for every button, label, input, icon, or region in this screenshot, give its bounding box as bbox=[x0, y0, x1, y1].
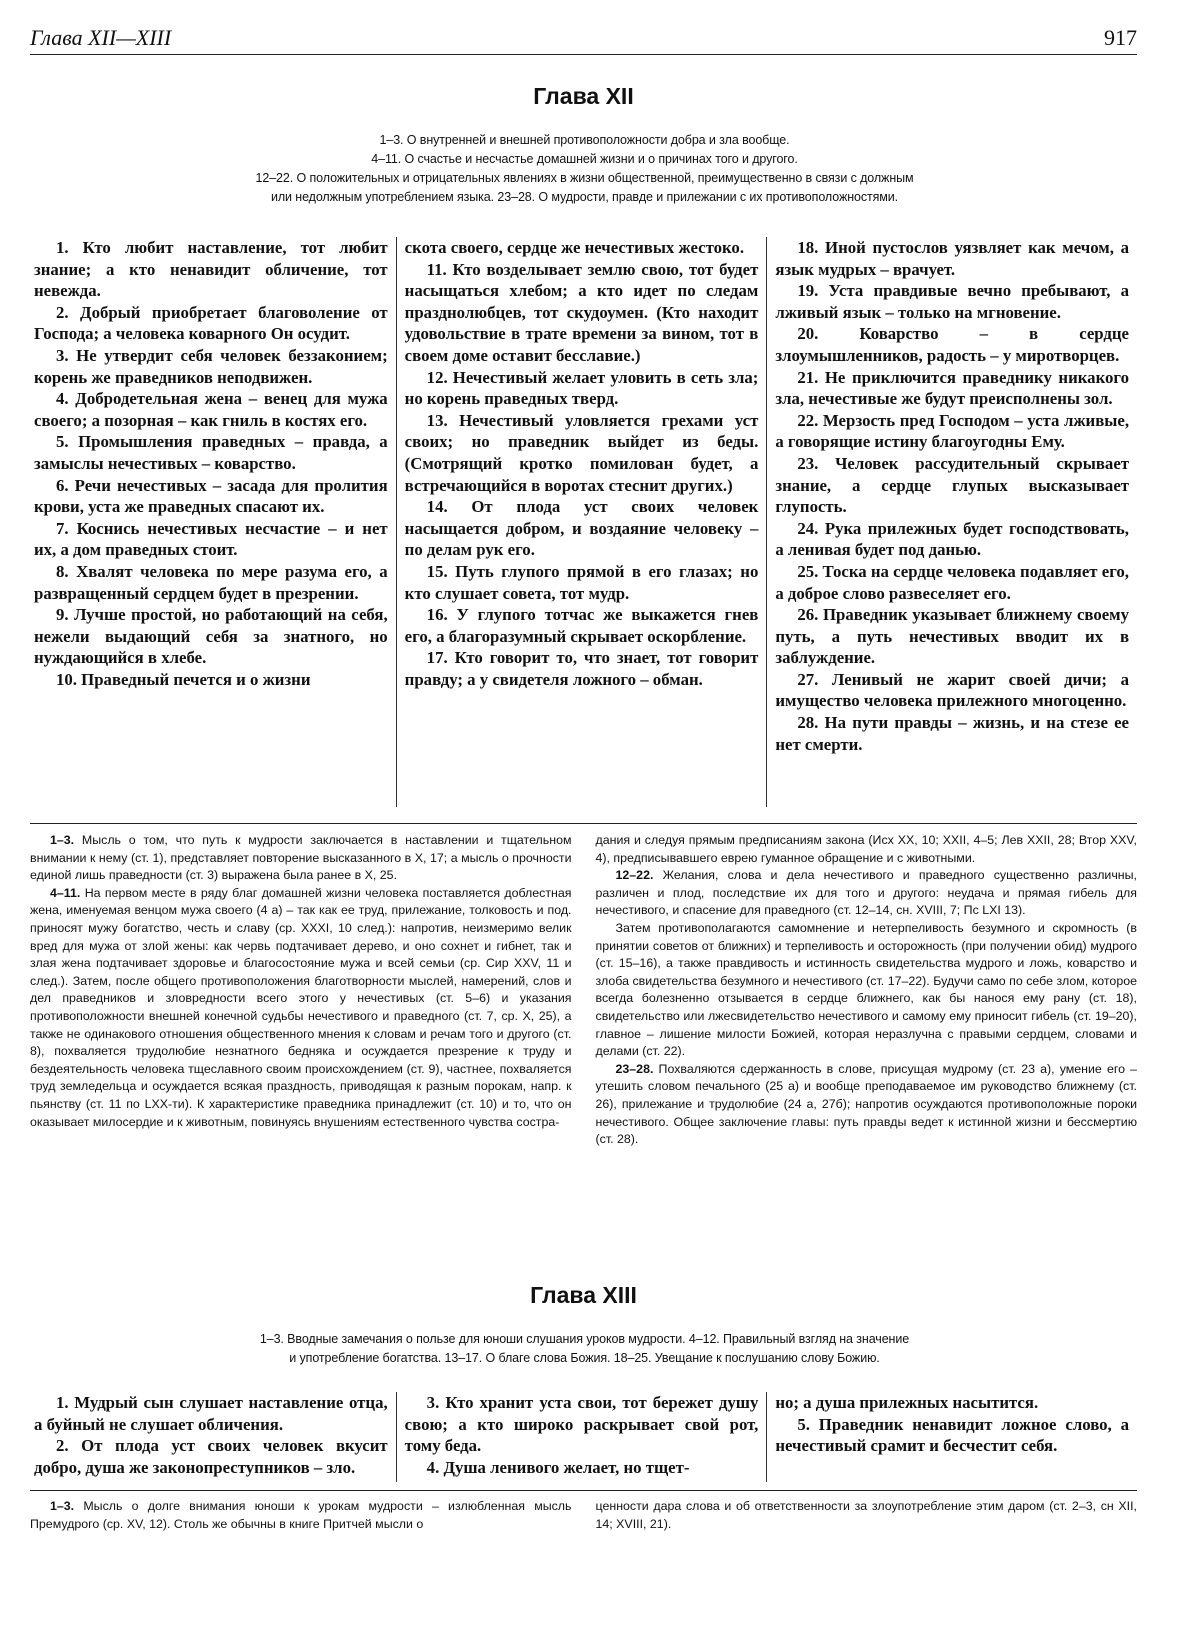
summary-line: 1–3. Вводные замечания о пользе для юноши слушания уроков мудрости. 4–12. Правильный взгляд на значение bbox=[259, 1332, 910, 1346]
commentary-text: На первом месте в ряду благ домашней жизни человека поставляется доблестная жена, именуемая венцом мужа своего (4 а) – так как ее труд, прилежание, толковость и под. приносят мужу богатство, честь и славу (ср. XXXI, 10 след.): напротив, неизмеримо велик вред для мужа от злой жены: как червь подтачивает дерево, и оно сохнет и гибнет, так и злая жена подтачивает здоровье и благосостояние мужа и всей семьи (ср. Сир XXV, 11 и след.). Затем, после общего противоположения благотворности мыслей, намерений, слов и дел праведников и зловредности всего этого у нечестивых (ст. 5–6) и указания противоположности внешней конечной судьбы нечестивого и праведного (ст. 7, ср. X, 25), а также не одинакового отношения общественного мнения к словам и речам того и другого (ст. 8), похваляется трудолюбие незнатного бедняка и осуждается презрение к труду и бездеятельность человека тщеславного своим происхождением (ст. 9), частнее, похваляется труд земледельца и осуждается всякая праздность, приводящая к разным порокам, напр. к пьянству (ст. 11 по LXX-ти). К характеристике праведника принадлежит (ст. 10) и то, что он оказывает милосердие и к животным, повинуясь внушениям естественного чувства сострa- bbox=[30, 885, 572, 1129]
chapter-13-summary bbox=[170, 1330, 999, 1368]
commentary-divider bbox=[30, 1490, 1137, 1491]
verse-column-3 bbox=[766, 237, 1137, 807]
commentary-column-left bbox=[30, 832, 572, 1252]
verse: 4. Душа ленивого желает, но тщет- bbox=[426, 1457, 690, 1477]
commentary-column-right bbox=[596, 1498, 1138, 1558]
summary-line: и употребление богатства. 13–17. О благе слова Божия. 18–25. Увещание к послушанию слову Божию. bbox=[289, 1351, 880, 1365]
verse: 9. Лучше простой, но работающий на себя, нежели выдающий себя за знатного, но нуждающийся в хлебе. bbox=[34, 605, 388, 668]
verse-column-1 bbox=[30, 237, 396, 807]
commentary-text: дания и следуя прямым предписаниям закона (Исх XX, 10; XXII, 4–5; Лев XXII, 28; Втор XXV, 4), предписывавшего еврею гуманное обращение и с животными. bbox=[595, 833, 1137, 865]
verse: 6. Речи нечестивых – засада для пролития крови, уста же праведных спасают их. bbox=[34, 475, 388, 517]
commentary-text: Затем противополагаются самомнение и нетерпеливость безумного и скромность (в принятии советов от ближних) и терпеливость и осторожность (при получении обид) мудрого (ст. 15–16), а также правдивость и истинность свидетельства мудрого и ложь, коварство и злоба свидетельства безумного и нечестивого (ст. 17–22). Будучи само по себе злом, которое всегда болезненно отзывается в сердце ближнего, как бы нанося ему рану (ст. 18), свидетельство или лжесвидетельство нечестивого и самому ему приносит гибель (ст. 19–20), главное – лишение милости Божией, которая неразлучна с правыми сердцем, словами и делами (ст. 22). bbox=[595, 920, 1137, 1059]
verse: 15. Путь глупого прямой в его глазах; но кто слушает совета, тот мудр. bbox=[404, 561, 759, 603]
commentary-text: Мысль о том, что путь к мудрости заключается в наставлении и тщательном внимании к нему (ст. 1), представляет повторение высказанного в X, 17; а мысль о прочности единой лишь праведности (ст. 3) выражена была ранее в X, 25. bbox=[30, 833, 572, 883]
commentary-text: Похваляются сдержанность в слове, присущая мудрому (ст. 23 а), умение его – утешить словом печального (25 а) и вообще преподаваемое им руководство ближнему (ст. 26), прилежание и трудолюбие (24 а, 27б); напротив осуждаются противоположные пороки нечестивого. Общее заключение главы: путь правды ведет к истинной жизни и бессмертию (ст. 28). bbox=[595, 1061, 1138, 1147]
commentary-column-left bbox=[30, 1498, 572, 1558]
commentary-column-right bbox=[596, 832, 1138, 1252]
verse: 5. Промышления праведных – правда, а замыслы нечестивых – коварство. bbox=[34, 432, 388, 473]
verse: 11. Кто возделывает землю свою, тот будет насыщаться хлебом; а кто идет по следам празднолюбцев, тот скудоумен. (Кто находит удовольствие в трате времени за вином, тот в своем доме оставит бесславие.) bbox=[404, 259, 759, 365]
verse: 8. Хвалят человека по мере разума его, а развращенный сердцем будет в презрении. bbox=[34, 561, 388, 603]
verse: 5. Праведник ненавидит ложное слово, а нечестивый срамит и бесчестит себя. bbox=[775, 1414, 1130, 1456]
commentary-text: Мысль о долге внимания юноши к урокам мудрости – излюбленная мысль Премудрого (ср. XV, 12). Столь же обычны в книге Притчей мысли о bbox=[30, 1499, 572, 1531]
commentary-text: ценности дара слова и об ответственности за злоупотребление этим даром (ст. 2–3, сн XII, 14; XVIII, 21). bbox=[595, 1499, 1137, 1531]
commentary-paragraph bbox=[30, 1498, 572, 1533]
commentary-paragraph bbox=[596, 832, 1138, 867]
commentary-verse-ref: 23–28. bbox=[615, 1061, 654, 1076]
commentary-paragraph bbox=[30, 832, 572, 885]
commentary-divider bbox=[30, 823, 1137, 824]
verse: 2. От плода уст своих человек вкусит добро, душа же законопреступников – зло. bbox=[34, 1436, 388, 1477]
verse-continuation: но; а душа прилежных насытится. bbox=[775, 1393, 1039, 1412]
chapter-13-commentary bbox=[30, 1498, 1137, 1558]
verse: 25. Тоска на сердце человека подавляет его, а доброе слово развеселяет его. bbox=[775, 561, 1130, 603]
verse: 13. Нечестивый уловляется грехами уст своих; но праведник выйдет из беды. (Смотрящий кротко помилован будет, а встречающийся в воротах стеснит других.) bbox=[404, 410, 759, 495]
verse: 3. Не утвердит себя человек беззаконием; корень же праведников неподвижен. bbox=[34, 345, 388, 387]
commentary-verse-ref: 1–3. bbox=[50, 833, 75, 847]
page-number: 917 bbox=[1104, 25, 1137, 50]
verse-column-2 bbox=[396, 237, 767, 807]
summary-line: 12–22. О положительных и отрицательных явлениях в жизни общественной, преимущественно в связи с должным bbox=[255, 171, 914, 185]
commentary-verse-ref: 1–3. bbox=[50, 1499, 75, 1513]
chapter-12-verses bbox=[30, 237, 1137, 807]
chapter-12-summary bbox=[170, 131, 999, 207]
verse: 1. Мудрый сын слушает наставление отца, а буйный не слушает обличения. bbox=[34, 1393, 388, 1434]
verse: 19. Уста правдивые вечно пребывают, а лживый язык – только на мгновение. bbox=[775, 281, 1130, 322]
commentary-verse-ref: 12–22. bbox=[615, 868, 654, 883]
verse: 1. Кто любит наставление, тот любит знание; а кто ненавидит обличение, тот невежда. bbox=[34, 238, 388, 301]
verse: 23. Человек рассудительный скрывает знание, а сердце глупых высказывает глупость. bbox=[775, 453, 1130, 517]
running-header-chapters: Глава XII—XIII bbox=[30, 25, 172, 50]
verse-continuation: скота своего, сердце же нечестивых жестоко. bbox=[404, 238, 745, 257]
verse: 27. Ленивый не жарит своей дичи; а имущество человека прилежного многоценно. bbox=[775, 669, 1130, 711]
verse: 4. Добродетельная жена – венец для мужа своего; а позорная – как гниль в костях его. bbox=[34, 389, 388, 430]
chapter-13-verses bbox=[30, 1392, 1137, 1482]
verse: 16. У глупого тотчас же выкажется гнев его, а благоразумный скрывает оскорбление. bbox=[404, 605, 759, 646]
verse: 2. Добрый приобретает благоволение от Господа; а человека коварного Он осудит. bbox=[34, 302, 388, 344]
summary-line: 4–11. О счастье и несчастье домашней жизни и о причинах того и другого. bbox=[371, 152, 798, 166]
verse: 24. Рука прилежных будет господствовать, а ленивая будет под данью. bbox=[775, 518, 1130, 560]
verse: 7. Коснись нечестивых несчастие – и нет их, а дом праведных стоит. bbox=[34, 518, 388, 560]
verse: 28. На пути правды – жизнь, и на стезе ее нет смерти. bbox=[775, 713, 1130, 754]
commentary-paragraph bbox=[30, 885, 572, 1131]
commentary-paragraph bbox=[596, 1061, 1138, 1149]
commentary-paragraph bbox=[596, 920, 1138, 1061]
chapter-12-title: Глава XII bbox=[533, 83, 634, 109]
chapter-13-title: Глава XIII bbox=[530, 1282, 637, 1308]
verse-column-3 bbox=[766, 1392, 1137, 1482]
commentary-paragraph bbox=[596, 867, 1138, 920]
verse: 14. От плода уст своих человек насыщается добром, и воздаяние человеку – по делам рук его. bbox=[404, 497, 759, 560]
verse: 20. Коварство – в сердце злоумышленников, радость – у миротворцев. bbox=[775, 324, 1130, 365]
verse-column-2 bbox=[396, 1392, 767, 1482]
verse: 3. Кто хранит уста свои, тот бережет душу свою; а кто широко раскрывает свой рот, тому беда. bbox=[404, 1393, 759, 1456]
verse: 18. Иной пустослов уязвляет как мечом, а язык мудрых – врачует. bbox=[775, 238, 1130, 279]
commentary-verse-ref: 4–11. bbox=[50, 885, 81, 900]
commentary-text: Желания, слова и дела нечестивого и праведного существенно различны, различен и плод, последствие их для того и другого: неудача и прямая гибель для нечестивого, и спасение для праведного (ст. 12–14, сн. XVIII, 7; Пс LXI 13). bbox=[595, 868, 1137, 918]
running-header bbox=[30, 22, 1137, 55]
verse-column-1 bbox=[30, 1392, 396, 1482]
verse: 26. Праведник указывает ближнему своему путь, а путь нечестивых вводит их в заблуждение. bbox=[775, 605, 1130, 668]
verse: 21. Не приключится праведнику никакого зла, нечестивые же будут преисполнены зол. bbox=[775, 367, 1130, 409]
chapter-12-commentary bbox=[30, 832, 1137, 1252]
summary-line: 1–3. О внутренней и внешней противоположности добра и зла вообще. bbox=[379, 133, 790, 147]
verse: 17. Кто говорит то, что знает, тот говорит правду; а у свидетеля ложного – обман. bbox=[404, 648, 759, 689]
commentary-paragraph bbox=[596, 1498, 1138, 1533]
verse: 12. Нечестивый желает уловить в сеть зла; но корень праведных тверд. bbox=[404, 367, 759, 409]
summary-line: или недолжным употреблением языка. 23–28. О мудрости, правде и прилежании с их противоположностями. bbox=[270, 190, 899, 204]
verse: 22. Мерзость пред Господом – уста лживые, а говорящие истину благоугодны Ему. bbox=[775, 410, 1130, 452]
verse: 10. Праведный печется и о жизни bbox=[56, 669, 311, 689]
